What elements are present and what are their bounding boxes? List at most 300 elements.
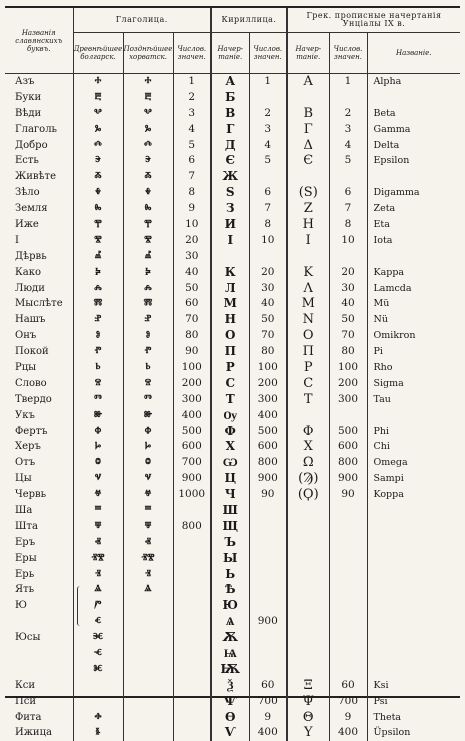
greek-glyph [287, 518, 329, 534]
glagolitic-number-cell: 300 [173, 391, 211, 407]
glagolitic-number-cell: 9 [173, 201, 211, 217]
glagolitic-number-cell: 600 [173, 439, 211, 455]
letter-name-cell: Нашъ [15, 314, 46, 326]
cyrillic-glyph: Д [211, 137, 249, 153]
table-row [5, 344, 460, 360]
glagolitic-bulgarian-glyph: ⰲ [73, 105, 123, 121]
greek-glyph: Χ [287, 439, 329, 455]
greek-name-cell [367, 566, 460, 582]
table-row [5, 296, 460, 312]
glagolitic-number-cell [173, 582, 211, 598]
greek-number-cell [329, 407, 367, 423]
greek-number-cell [329, 566, 367, 582]
letter-name-cell: Ять [15, 584, 35, 596]
cyrillic-glyph: Ѭ [211, 661, 249, 677]
table-row [5, 423, 460, 439]
greek-glyph: Υ [287, 725, 329, 741]
greek-name-cell: Iota [367, 232, 460, 248]
cyrillic-glyph: Ч [211, 487, 249, 503]
cyrillic-number-cell [249, 661, 287, 677]
header-greek: Грек. прописные начертанія Унціалы IX в. [287, 8, 460, 33]
header-greek-form: Начер-таніе. [287, 33, 329, 74]
letter-name-cell: Буки [15, 91, 42, 103]
letter-name-cell: Еры [15, 552, 37, 564]
greek-glyph: (Ϡ) [287, 471, 329, 487]
greek-glyph: Є [287, 153, 329, 169]
greek-number-cell: 3 [329, 121, 367, 137]
glagolitic-bulgarian-glyph: ⱁ [73, 328, 123, 344]
cyrillic-glyph: Н [211, 312, 249, 328]
greek-glyph: Ξ [287, 677, 329, 693]
cyrillic-number-cell: 10 [249, 232, 287, 248]
cyrillic-number-cell: 20 [249, 264, 287, 280]
cyrillic-number-cell: 400 [249, 725, 287, 741]
glagolitic-bulgarian-glyph: ⱓ [73, 598, 123, 614]
greek-number-cell [329, 169, 367, 185]
letter-name-cell: Фертъ [15, 425, 48, 437]
glagolitic-number-cell [173, 630, 211, 646]
greek-glyph: Ϲ [287, 375, 329, 391]
glagolitic-croatian-glyph [123, 630, 173, 646]
greek-name-cell [367, 89, 460, 105]
glagolitic-bulgarian-glyph [73, 693, 123, 709]
greek-glyph [287, 646, 329, 662]
greek-name-cell: Sigma [367, 375, 460, 391]
greek-name-cell: Tau [367, 391, 460, 407]
greek-name-cell [367, 407, 460, 423]
glagolitic-croatian-glyph: ⰽ [123, 264, 173, 280]
greek-glyph [287, 630, 329, 646]
greek-name-cell [367, 646, 460, 662]
table-row [5, 582, 460, 598]
cyrillic-number-cell: 8 [249, 217, 287, 233]
greek-number-cell: 900 [329, 471, 367, 487]
greek-number-cell: 2 [329, 105, 367, 121]
greek-number-cell: 600 [329, 439, 367, 455]
glagolitic-number-cell: 50 [173, 280, 211, 296]
cyrillic-glyph: Ѹ [211, 407, 249, 423]
letter-name-cell: Покой [15, 346, 49, 358]
glagolitic-bulgarian-glyph: ⰰ [73, 74, 123, 90]
header-glagolitic: Глаголица. [73, 8, 211, 33]
table-row [5, 74, 460, 90]
greek-number-cell [329, 598, 367, 614]
cyrillic-glyph: В [211, 105, 249, 121]
glagolitic-bulgarian-glyph: ⰾ [73, 280, 123, 296]
glagolitic-bulgarian-glyph: ⱐⰺ [73, 550, 123, 566]
greek-glyph: Κ [287, 264, 329, 280]
glagolitic-bulgarian-glyph: ⱂ [73, 344, 123, 360]
letter-name-cell: Слово [15, 377, 47, 389]
cyrillic-glyph: Ѵ [211, 725, 249, 741]
greek-name-cell: Omega [367, 455, 460, 471]
cyrillic-number-cell: 1 [249, 74, 287, 90]
glagolitic-number-cell: 1000 [173, 487, 211, 503]
glagolitic-croatian-glyph: ⱎ [123, 503, 173, 519]
greek-name-cell [367, 630, 460, 646]
letter-name-cell: Пси [15, 695, 36, 707]
glagolitic-number-cell: 3 [173, 105, 211, 121]
table-row [5, 248, 460, 264]
glagolitic-number-cell: 40 [173, 264, 211, 280]
glagolitic-number-cell [173, 566, 211, 582]
greek-glyph [287, 169, 329, 185]
glagolitic-number-cell [173, 550, 211, 566]
greek-name-cell [367, 503, 460, 519]
greek-number-cell: 30 [329, 280, 367, 296]
greek-glyph [287, 534, 329, 550]
glagolitic-number-cell [173, 598, 211, 614]
table-row [5, 153, 460, 169]
cyrillic-number-cell: 900 [249, 471, 287, 487]
glagolitic-croatian-glyph [123, 709, 173, 725]
greek-glyph: Ζ [287, 201, 329, 217]
glagolitic-croatian-glyph: ⱋ [123, 518, 173, 534]
cyrillic-glyph: Ѕ [211, 185, 249, 201]
table-row [5, 439, 460, 455]
letter-name-cell: Укъ [15, 409, 35, 421]
letter-name-cell: Ю [15, 600, 27, 612]
cyrillic-glyph: Ф [211, 423, 249, 439]
letter-name-cell: Мыслѣте [15, 298, 63, 310]
cyrillic-glyph: Ѫ [211, 630, 249, 646]
cyrillic-number-cell: 800 [249, 455, 287, 471]
glagolitic-croatian-glyph: ⱍ [123, 487, 173, 503]
header-greek-number: Числов. значен. [329, 33, 367, 74]
greek-number-cell: 90 [329, 487, 367, 503]
glagolitic-croatian-glyph: ⱀ [123, 312, 173, 328]
glagolitic-number-cell: 80 [173, 328, 211, 344]
letter-name-cell: Глаголь [15, 123, 57, 135]
table-row [5, 391, 460, 407]
greek-name-cell: Epsilon [367, 153, 460, 169]
alphabet-table-sheet [5, 6, 460, 741]
glagolitic-bulgarian-glyph: ⰶ [73, 169, 123, 185]
glagolitic-croatian-glyph: ⱐⰺ [123, 550, 173, 566]
greek-glyph [287, 550, 329, 566]
greek-number-cell: 700 [329, 693, 367, 709]
cyrillic-number-cell [249, 582, 287, 598]
greek-glyph: Μ [287, 296, 329, 312]
cyrillic-number-cell [249, 518, 287, 534]
greek-name-cell: Beta [367, 105, 460, 121]
glagolitic-croatian-glyph [123, 661, 173, 677]
greek-number-cell: 40 [329, 296, 367, 312]
greek-number-cell [329, 630, 367, 646]
greek-name-cell: Sampi [367, 471, 460, 487]
glagolitic-bulgarian-glyph: ⱑ [73, 582, 123, 598]
table-row [5, 614, 460, 630]
glagolitic-bulgarian-glyph [73, 677, 123, 693]
glagolitic-bulgarian-glyph: ⰴ [73, 137, 123, 153]
cyrillic-number-cell [249, 169, 287, 185]
cyrillic-number-cell [249, 550, 287, 566]
glagolitic-croatian-glyph [123, 646, 173, 662]
greek-name-cell: Mü [367, 296, 460, 312]
greek-number-cell: 7 [329, 201, 367, 217]
glagolitic-croatian-glyph: ⱈ [123, 439, 173, 455]
glagolitic-bulgarian-glyph: ⱔ [73, 614, 123, 630]
table-row [5, 487, 460, 503]
glagolitic-croatian-glyph: ⱐ [123, 566, 173, 582]
greek-name-cell [367, 534, 460, 550]
table-row [5, 375, 460, 391]
greek-number-cell [329, 646, 367, 662]
table-row [5, 550, 460, 566]
greek-glyph: Ι [287, 232, 329, 248]
header-greek-name: Названіе. [367, 33, 460, 74]
table-row [5, 630, 460, 646]
greek-name-cell: Phi [367, 423, 460, 439]
greek-number-cell: 500 [329, 423, 367, 439]
glagolitic-number-cell [173, 534, 211, 550]
greek-name-cell: Theta [367, 709, 460, 725]
cyrillic-number-cell [249, 248, 287, 264]
header-glag-number: Числов. значен. [173, 33, 211, 74]
glagolitic-croatian-glyph: ⱉ [123, 455, 173, 471]
glagolitic-number-cell: 100 [173, 360, 211, 376]
glagolitic-number-cell: 200 [173, 375, 211, 391]
greek-glyph [287, 582, 329, 598]
glagolitic-number-cell: 500 [173, 423, 211, 439]
table-row [5, 360, 460, 376]
letter-name-cell: Фита [15, 711, 42, 723]
greek-number-cell: 200 [329, 375, 367, 391]
letter-name-cell: Онъ [15, 330, 37, 342]
greek-number-cell: 300 [329, 391, 367, 407]
table-row [5, 693, 460, 709]
glagolitic-croatian-glyph: ⰶ [123, 169, 173, 185]
greek-number-cell: 5 [329, 153, 367, 169]
cyrillic-glyph: К [211, 264, 249, 280]
greek-name-cell [367, 582, 460, 598]
cyrillic-number-cell: 500 [249, 423, 287, 439]
cyrillic-number-cell: 2 [249, 105, 287, 121]
glagolitic-bulgarian-glyph: ⱅ [73, 391, 123, 407]
glagolitic-bulgarian-glyph: ⱚ [73, 709, 123, 725]
glagolitic-croatian-glyph: ⰲ [123, 105, 173, 121]
table-row [5, 232, 460, 248]
cyrillic-number-cell: 90 [249, 487, 287, 503]
cyrillic-number-cell: 7 [249, 201, 287, 217]
cyrillic-glyph [211, 248, 249, 264]
table-row [5, 518, 460, 534]
glagolitic-bulgarian-glyph: ⱏ [73, 534, 123, 550]
greek-name-cell: Eta [367, 217, 460, 233]
cyrillic-glyph: І [211, 232, 249, 248]
greek-name-cell: Nü [367, 312, 460, 328]
greek-number-cell: 70 [329, 328, 367, 344]
glagolitic-croatian-glyph: ⰼ [123, 248, 173, 264]
cyrillic-glyph: И [211, 217, 249, 233]
greek-number-cell: 8 [329, 217, 367, 233]
table-row [5, 503, 460, 519]
cyrillic-number-cell: 400 [249, 407, 287, 423]
glagolitic-croatian-glyph [123, 677, 173, 693]
cyrillic-number-cell: 200 [249, 375, 287, 391]
greek-name-cell: Chi [367, 439, 460, 455]
glagolitic-croatian-glyph: ⱌ [123, 471, 173, 487]
cyrillic-glyph: Ѧ [211, 614, 249, 630]
letter-name-cell [5, 614, 73, 630]
glagolitic-bulgarian-glyph: ⱛ [73, 725, 123, 741]
cyrillic-number-cell: 600 [249, 439, 287, 455]
cyrillic-number-cell: 5 [249, 153, 287, 169]
table-row [5, 455, 460, 471]
yus-brace [77, 586, 82, 626]
cyrillic-glyph: Ѳ [211, 709, 249, 725]
cyrillic-number-cell: 900 [249, 614, 287, 630]
greek-number-cell: 6 [329, 185, 367, 201]
glagolitic-bulgarian-glyph: ⱇ [73, 423, 123, 439]
glagolitic-bulgarian-glyph: ⰸ [73, 201, 123, 217]
letter-name-cell: Ерь [15, 568, 35, 580]
glagolitic-number-cell: 8 [173, 185, 211, 201]
greek-number-cell: 4 [329, 137, 367, 153]
glagolitic-croatian-glyph: ⱃ [123, 360, 173, 376]
glagolitic-bulgarian-glyph: ⱘ [73, 661, 123, 677]
glagolitic-croatian-glyph: ⰹ [123, 217, 173, 233]
glagolitic-number-cell: 70 [173, 312, 211, 328]
cyrillic-glyph: Ь [211, 566, 249, 582]
cyrillic-glyph: Г [211, 121, 249, 137]
glagolitic-croatian-glyph: ⱆ [123, 407, 173, 423]
letter-name-cell: Иже [15, 218, 39, 230]
table-row [5, 471, 460, 487]
cyrillic-glyph: Ж [211, 169, 249, 185]
greek-glyph: Ν [287, 312, 329, 328]
cyrillic-number-cell: 40 [249, 296, 287, 312]
greek-glyph [287, 89, 329, 105]
cyrillic-glyph: Р [211, 360, 249, 376]
alphabet-table [5, 8, 460, 741]
glagolitic-croatian-glyph: ⰾ [123, 280, 173, 296]
glagolitic-croatian-glyph: ⰰ [123, 74, 173, 90]
greek-name-cell: Alpha [367, 74, 460, 90]
greek-number-cell [329, 503, 367, 519]
letter-name-cell: Добро [15, 139, 48, 151]
greek-glyph: Β [287, 105, 329, 121]
glagolitic-bulgarian-glyph: ⰱ [73, 89, 123, 105]
glagolitic-bulgarian-glyph: ⱐ [73, 566, 123, 582]
cyrillic-number-cell [249, 566, 287, 582]
table-row [5, 121, 460, 137]
glagolitic-bulgarian-glyph: ⱈ [73, 439, 123, 455]
table-row [5, 598, 460, 614]
letter-name-cell: Юсы [15, 632, 41, 644]
letter-name-cell: Како [15, 266, 41, 278]
greek-number-cell [329, 614, 367, 630]
greek-name-cell: Digamma [367, 185, 460, 201]
greek-name-cell: Gamma [367, 121, 460, 137]
table-row [5, 137, 460, 153]
glagolitic-bulgarian-glyph: ⰷ [73, 185, 123, 201]
glagolitic-number-cell: 7 [173, 169, 211, 185]
glagolitic-number-cell: 90 [173, 344, 211, 360]
greek-number-cell: 80 [329, 344, 367, 360]
greek-name-cell: Kappa [367, 264, 460, 280]
greek-name-cell: Delta [367, 137, 460, 153]
glagolitic-number-cell: 700 [173, 455, 211, 471]
letter-name-cell: Кси [15, 679, 36, 691]
table-row [5, 312, 460, 328]
greek-name-cell [367, 614, 460, 630]
letter-name-cell: Живѣте [15, 171, 57, 183]
letter-name-cell: Рцы [15, 361, 37, 373]
glagolitic-bulgarian-glyph: ⰳ [73, 121, 123, 137]
glagolitic-number-cell: 800 [173, 518, 211, 534]
greek-name-cell: Ksi [367, 677, 460, 693]
cyrillic-glyph: Л [211, 280, 249, 296]
glagolitic-bulgarian-glyph: ⱌ [73, 471, 123, 487]
table-row [5, 105, 460, 121]
letter-name-cell: Ижица [15, 727, 52, 739]
table-row [5, 407, 460, 423]
cyrillic-number-cell: 80 [249, 344, 287, 360]
cyrillic-number-cell [249, 646, 287, 662]
glagolitic-number-cell: 1 [173, 74, 211, 90]
table-row [5, 534, 460, 550]
greek-name-cell: Psi [367, 693, 460, 709]
greek-name-cell: Üpsilon [367, 725, 460, 741]
glagolitic-bulgarian-glyph: ⱉ [73, 455, 123, 471]
cyrillic-glyph: Ѣ [211, 582, 249, 598]
cyrillic-glyph: Ѱ [211, 693, 249, 709]
greek-name-cell [367, 248, 460, 264]
greek-number-cell: 800 [329, 455, 367, 471]
glagolitic-number-cell: 400 [173, 407, 211, 423]
greek-name-cell: Zeta [367, 201, 460, 217]
cyrillic-glyph: Х [211, 439, 249, 455]
cyrillic-number-cell: 6 [249, 185, 287, 201]
cyrillic-number-cell: 3 [249, 121, 287, 137]
header-cyr-number: Числов. значен. [249, 33, 287, 74]
glagolitic-croatian-glyph: ⰴ [123, 137, 173, 153]
greek-number-cell: 9 [329, 709, 367, 725]
greek-number-cell [329, 534, 367, 550]
table-row [5, 566, 460, 582]
greek-glyph: (Ϙ) [287, 487, 329, 503]
cyrillic-glyph: Ы [211, 550, 249, 566]
table-row [5, 328, 460, 344]
cyrillic-glyph: О [211, 328, 249, 344]
letter-name-cell: Земля [15, 203, 48, 215]
cyrillic-glyph: Ѡ [211, 455, 249, 471]
letter-name-cell: Ша [15, 504, 33, 516]
greek-number-cell [329, 550, 367, 566]
greek-name-cell: Pi [367, 344, 460, 360]
letter-name-cell: Есть [15, 155, 39, 167]
glagolitic-bulgarian-glyph: ⱋ [73, 518, 123, 534]
greek-number-cell: 50 [329, 312, 367, 328]
glagolitic-croatian-glyph [123, 614, 173, 630]
letter-name-cell: Херъ [15, 441, 41, 453]
cyrillic-number-cell: 60 [249, 677, 287, 693]
letter-name-cell: І [15, 234, 19, 246]
greek-glyph [287, 407, 329, 423]
glagolitic-number-cell [173, 709, 211, 725]
greek-number-cell [329, 518, 367, 534]
cyrillic-glyph: Б [211, 89, 249, 105]
letter-name-cell: Отъ [15, 457, 36, 469]
greek-glyph: Α [287, 74, 329, 90]
greek-number-cell [329, 89, 367, 105]
glagolitic-croatian-glyph: ⰷ [123, 185, 173, 201]
letter-name-cell: Вѣди [15, 107, 42, 119]
glagolitic-croatian-glyph: ⰺ [123, 232, 173, 248]
greek-glyph: Λ [287, 280, 329, 296]
glagolitic-number-cell [173, 693, 211, 709]
